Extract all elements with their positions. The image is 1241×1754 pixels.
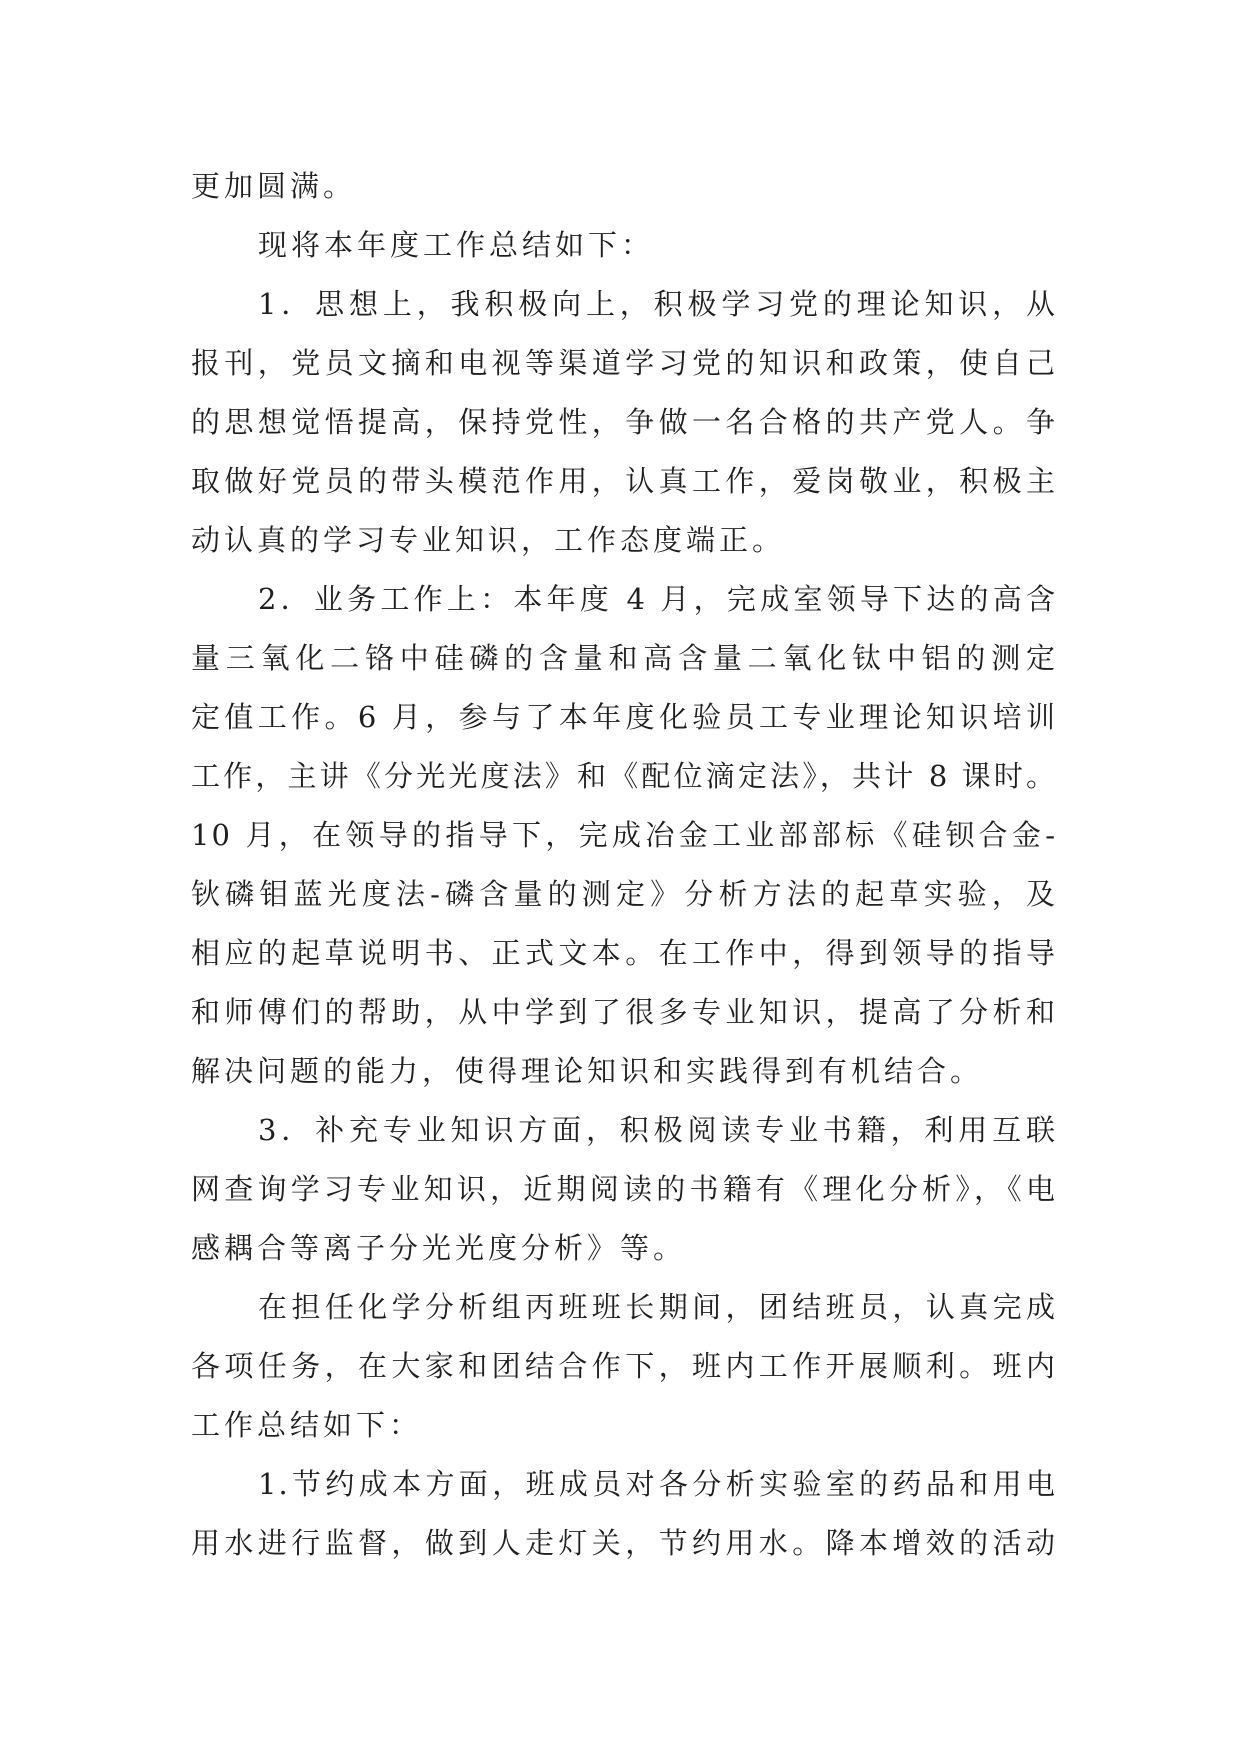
text-line: 1.节约成本方面，班成员对各分析实验室的药品和用电 xyxy=(258,1467,1057,1501)
text-line: 工作，主讲《分光光度法》和《配位滴定法》，共计 8 课时。 xyxy=(191,759,1057,793)
text-line: 的思想觉悟提高，保持党性，争做一名合格的共产党人。争 xyxy=(191,405,1057,439)
text-line: 在担任化学分析组丙班班长期间，团结班员，认真完成 xyxy=(258,1290,1057,1324)
text-line: 取做好党员的带头模范作用，认真工作，爱岗敬业，积极主 xyxy=(191,464,1057,498)
text-line: 和师傅们的帮助，从中学到了很多专业知识，提高了分析和 xyxy=(191,995,1057,1029)
text-line: 报刊，党员文摘和电视等渠道学习党的知识和政策，使自己 xyxy=(191,346,1057,380)
text-line: 相应的起草说明书、正式文本。在工作中，得到领导的指导 xyxy=(191,936,1057,970)
text-line: 定值工作。6 月，参与了本年度化验员工专业理论知识培训 xyxy=(191,700,1057,734)
document-body xyxy=(191,157,1057,1573)
text-line: 3．补充专业知识方面，积极阅读专业书籍，利用互联 xyxy=(258,1113,1057,1147)
text-line: 解决问题的能力，使得理论知识和实践得到有机结合。 xyxy=(191,1054,984,1088)
text-line: 钬磷钼蓝光度法-磷含量的测定》分析方法的起草实验，及 xyxy=(191,877,1057,911)
text-line: 现将本年度工作总结如下： xyxy=(258,228,655,262)
text-line: 更加圆满。 xyxy=(191,169,357,203)
text-line: 量三氧化二铬中硅磷的含量和高含量二氧化钛中铝的测定 xyxy=(191,641,1057,675)
text-line: 动认真的学习专业知识，工作态度端正。 xyxy=(191,523,786,557)
text-line: 用水进行监督，做到人走灯关，节约用水。降本增效的活动 xyxy=(191,1526,1057,1560)
text-line: 工作总结如下： xyxy=(191,1408,423,1442)
text-line: 各项任务，在大家和团结合作下，班内工作开展顺利。班内 xyxy=(191,1349,1057,1383)
text-line: 1．思想上，我积极向上，积极学习党的理论知识，从 xyxy=(258,287,1057,321)
text-line: 10 月，在领导的指导下，完成冶金工业部部标《硅钡合金- xyxy=(191,818,1057,852)
text-line: 感耦合等离子分光光度分析》等。 xyxy=(191,1231,687,1265)
text-line: 2．业务工作上：本年度 4 月，完成室领导下达的高含 xyxy=(258,582,1057,616)
text-line: 网查询学习专业知识，近期阅读的书籍有《理化分析》，《电 xyxy=(191,1172,1057,1206)
